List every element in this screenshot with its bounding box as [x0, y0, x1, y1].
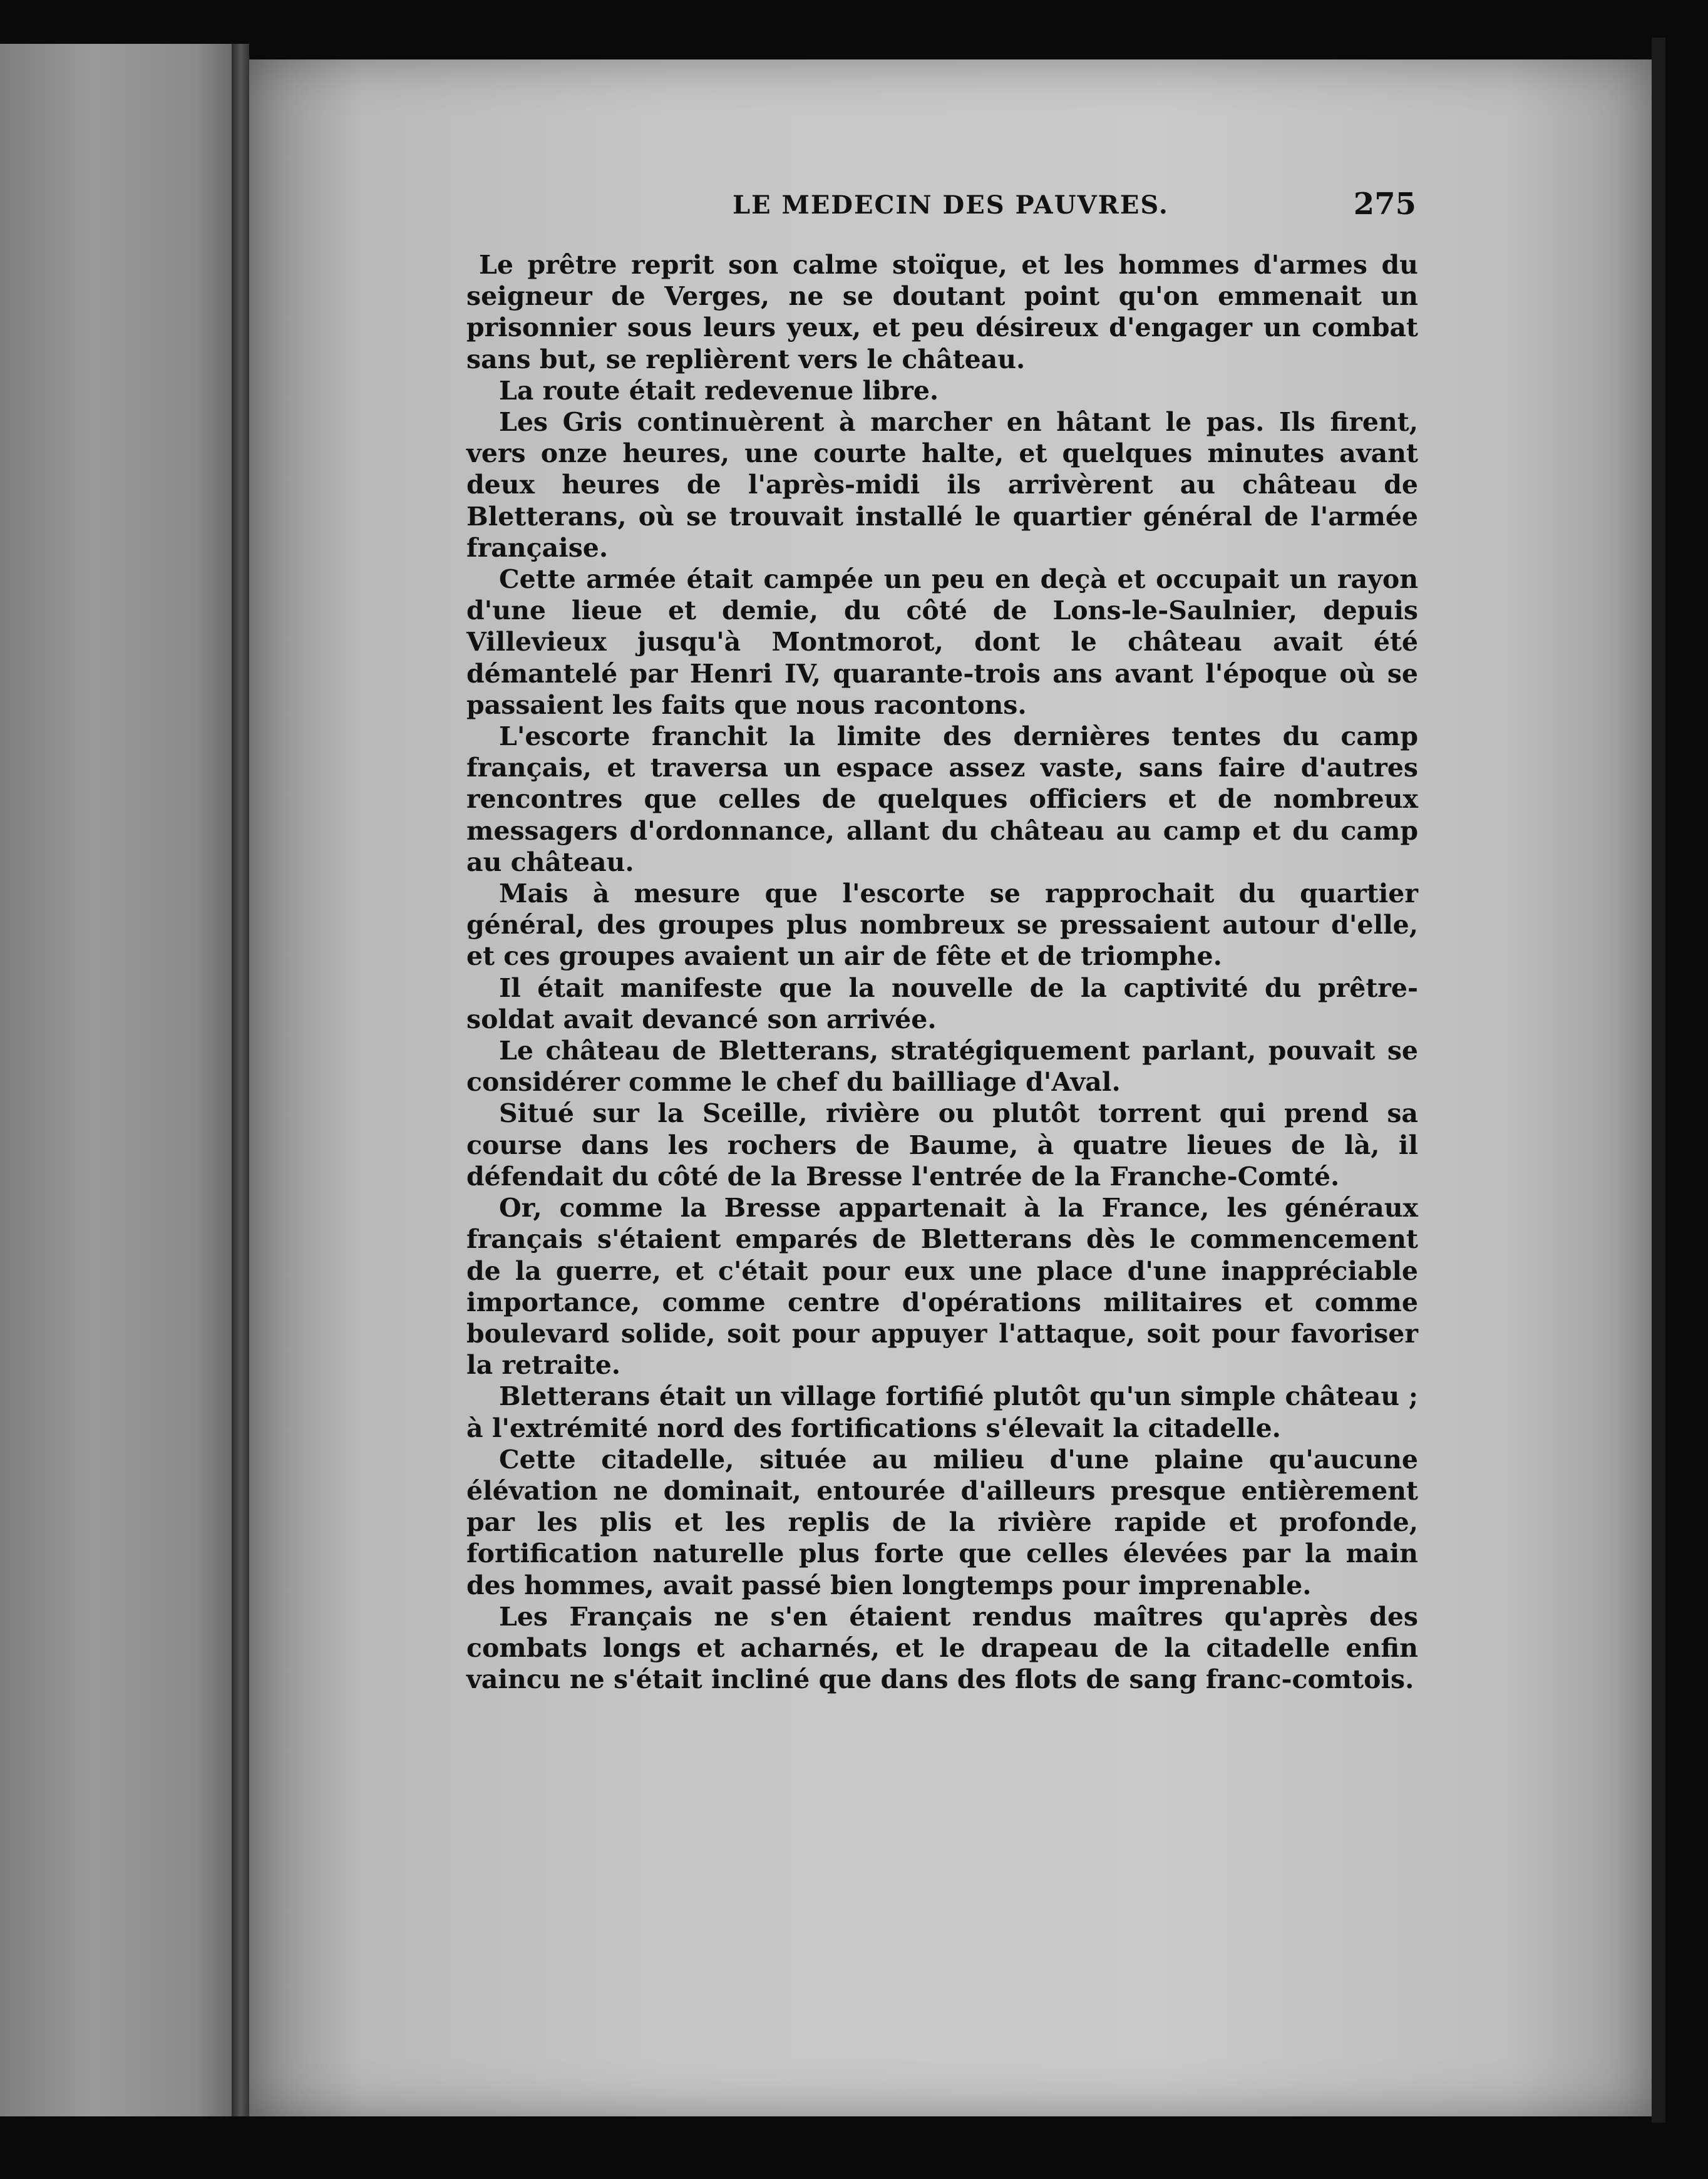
book-gutter [232, 44, 249, 2116]
paragraph: Cette citadelle, située au milieu d'une plaine qu'aucune élévation ne dominait, entourée d'ailleurs presque entièrement par les plis et les replis de la rivière rapide et profonde, fortification naturelle plus forte que celles élevées par la main des hommes, avait passé bien longtemps pour imprenable. [466, 1444, 1418, 1600]
paragraph: Il était manifeste que la nouvelle de la captivité du prêtre-soldat avait devancé son arrivée. [466, 972, 1418, 1034]
paragraph: Or, comme la Bresse appartenait à la France, les généraux français s'étaient emparés de Bletterans dès le commencement de la guerre, et c'était pour eux une place d'une inappréciable importance, comme centre d'opérations militaires et comme boulevard solide, soit pour appuyer l'attaque, soit pour favoriser la retraite. [466, 1193, 1418, 1381]
paragraph: L'escorte franchit la limite des dernières tentes du camp français, et traversa un espace assez vaste, sans faire d'autres rencontres que celles de quelques officiers et de nombreux messagers d'ordonnance, allant du château au camp et du camp au château. [466, 721, 1418, 877]
paragraph: Le château de Bletterans, stratégiquement parlant, pouvait se considérer comme le chef du bailliage d'Aval. [466, 1036, 1418, 1098]
page-right-edge [1652, 38, 1665, 2123]
body-text [466, 249, 1418, 1695]
page-header [482, 183, 1421, 233]
running-title: LE MEDECIN DES PAUVRES. [733, 190, 1169, 220]
paragraph: Cette armée était campée un peu en deçà et occupait un rayon d'une lieue et demie, du côté de Lons-le-Saulnier, depuis Villevieux jusqu'à Montmorot, dont le château avait été démantelé par Henri IV, quarante-trois ans avant l'époque où se passaient les faits que nous racontons. [466, 564, 1418, 720]
paragraph: Les Gris continuèrent à marcher en hâtant le pas. Ils firent, vers onze heures, une courte halte, et quelques minutes avant deux heures de l'après-midi ils arrivèrent au château de Bletterans, où se trouvait installé le quartier général de l'armée française. [466, 407, 1418, 563]
paragraph: Situé sur la Sceille, rivière ou plutôt torrent qui prend sa course dans les rochers de Baume, à quatre lieues de là, il défendait du côté de la Bresse l'entrée de la Franche-Comté. [466, 1098, 1418, 1192]
left-facing-page-edge [0, 44, 232, 2116]
paragraph: La route était redevenue libre. [499, 375, 939, 406]
paragraph: Les Français ne s'en étaient rendus maîtres qu'après des combats longs et acharnés, et le drapeau de la citadelle enfin vaincu ne s'était incliné que dans des flots de sang franc-comtois. [466, 1601, 1418, 1695]
paragraph: Bletterans était un village fortifié plutôt qu'un simple château ; à l'extrémité nord des fortifications s'élevait la citadelle. [466, 1381, 1418, 1443]
paragraph: Mais à mesure que l'escorte se rapprochait du quartier général, des groupes plus nombreux se pressaient autour d'elle, et ces groupes avaient un air de fête et de triomphe. [466, 878, 1418, 972]
paragraph: Le prêtre reprit son calme stoïque, et les hommes d'armes du seigneur de Verges, ne se doutant point qu'on emmenait un prisonnier sous leurs yeux, et peu désireux d'engager un combat sans but, se replièrent vers le château. [466, 250, 1418, 374]
page-number: 275 [1353, 187, 1416, 222]
